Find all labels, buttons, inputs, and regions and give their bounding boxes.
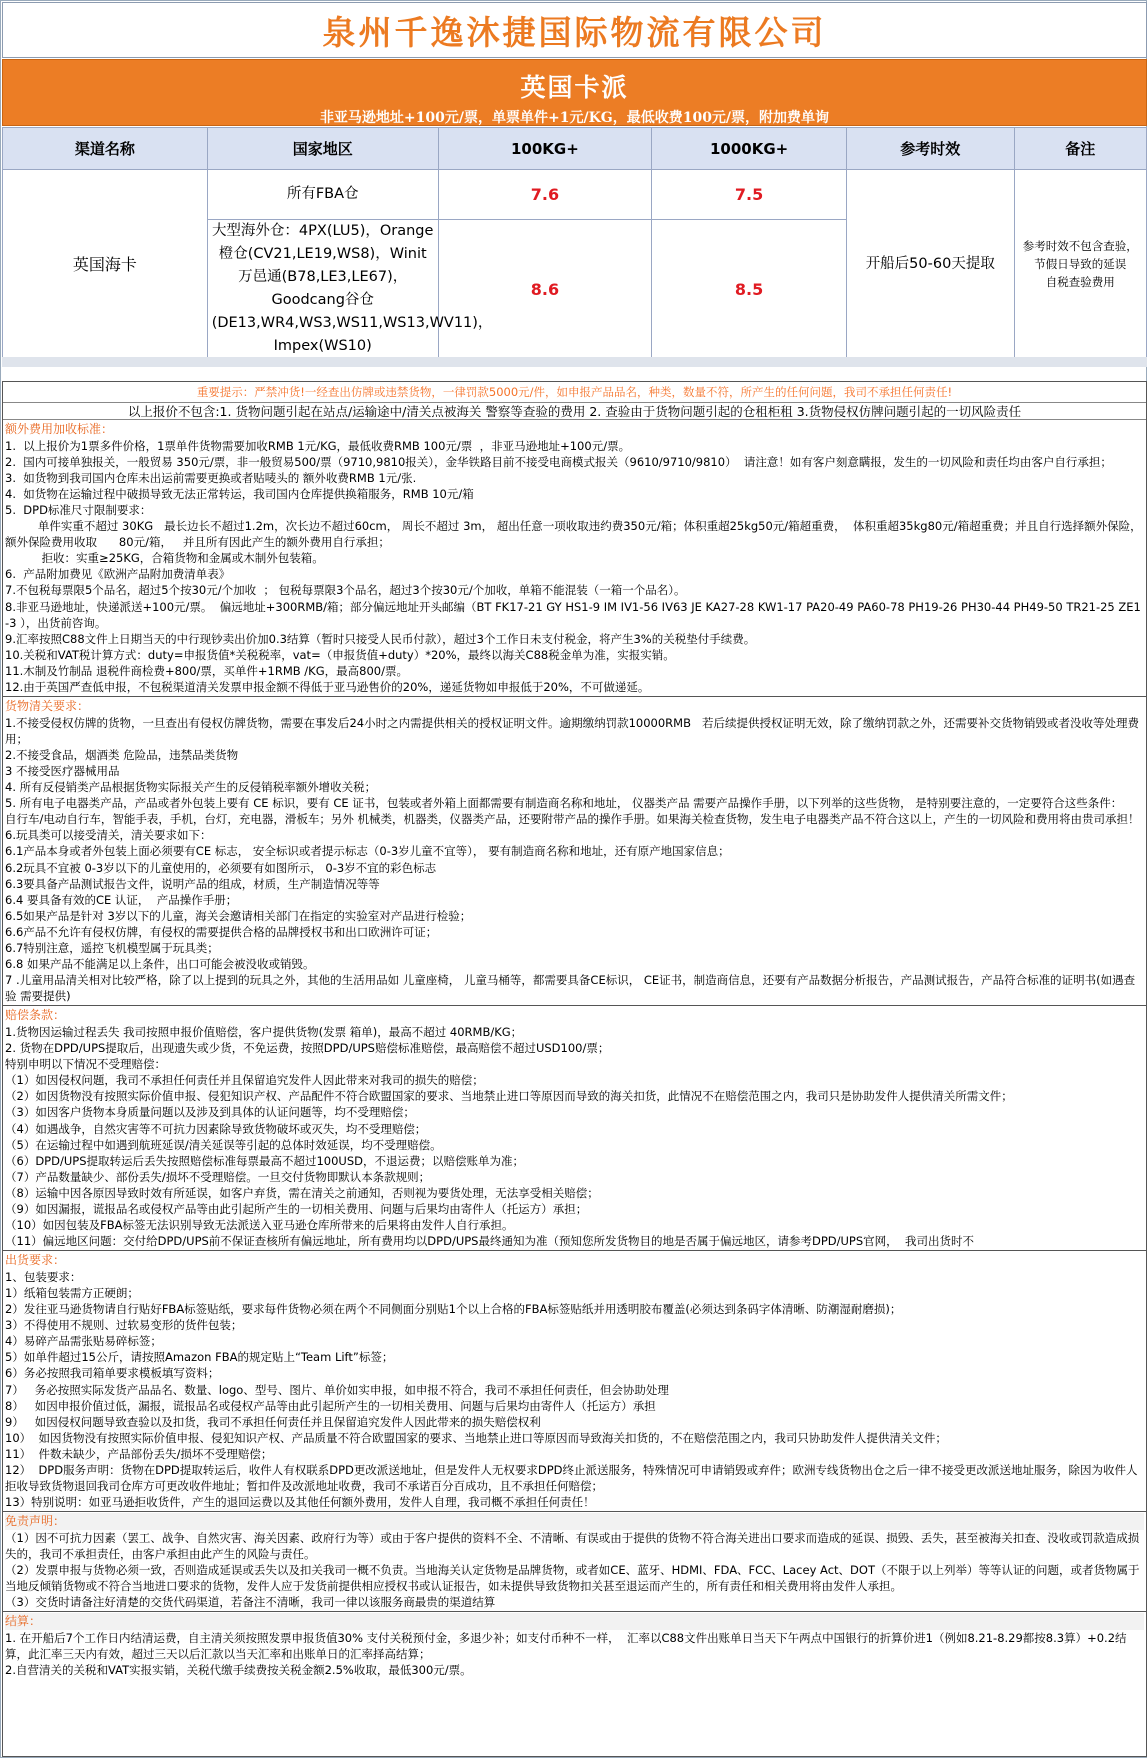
section-title: 出货要求： xyxy=(5,1253,66,1268)
term-line: 2. 货物在DPD/UPS提取后，出现遗失或少货，不免运费，按照DPD/UPS赔偿标准赔偿，最高赔偿不超过USD100/票； xyxy=(5,1041,610,1056)
term-line: 1. 在开船后7个工作日内结清运费，自主清关须按照发票申报货值30% 支付关税预付金，多退少补；如支付币种不一样， 汇率以C88文件出账单日当天下午两点中国银行的折算价进1（例如8.21-8.29都按8.3算）+0.2结算，此汇率三天内有效，超过三天以后汇款以当天汇率和出账单日的汇率择高结算； xyxy=(5,1630,1127,1662)
term-line: 5）如单件超过15公斤，请按照Amazon FBA的规定贴上“Team Lift”标签； xyxy=(5,1350,394,1365)
header-1000kg: 1000KG+ xyxy=(652,128,847,170)
company-name: 泉州千逸沐捷国际物流有限公司 xyxy=(2,2,1147,58)
service-subtitle: 非亚马逊地址+100元/票，单票单件+1元/KG，最低收费100元/票，附加费单询 xyxy=(319,110,830,126)
price-100kg: 8.6 xyxy=(438,220,651,359)
term-line: 2. 国内可接单独报关，一般贸易 350元/票，非一般贸易500/票（9710,9810报关），金华铁路目前不接受电商模式报关（9610/9710/9810） 请注意！如有客户刻意瞒报，发生的一切风险和责任均由客户自行承担； xyxy=(5,454,1112,469)
terms-section xyxy=(3,420,1146,697)
term-line: （4）如遇战争，自然灾害等不可抗力因素除导致货物破坏或灭失，均不受理赔偿； xyxy=(5,1121,427,1136)
term-line: 8.非亚马逊地址，快递派送+100元/票。 偏远地址+300RMB/箱；部分偏远地址开头邮编（BT FK17-21 GY HS1-9 IM IV1-56 IV63 JE KA27-28 KW1-17 PA20-49 PA60-78 PH19-26 PH30-44 PH49-50 TR21-25 ZE1-3 ），出货前咨询。 xyxy=(5,599,1141,630)
term-line: 2.自营清关的关税和VAT实报实销，关税代缴手续费按关税金额2.5%收取，最低300元/票。 xyxy=(5,1663,472,1678)
term-line: 10） 如因货物没有按照实际价值申报、侵犯知识产权、产品质量不符合欧盟国家的要求、当地禁止进口等原因而导致海关扣货的，不在赔偿范围之内，我司只协助发件人提供清关文件； xyxy=(5,1430,947,1445)
term-line: 拒收：实重≥25KG，合箱货物和金属或木制外包装箱。 xyxy=(5,551,324,566)
term-line: （11）偏远地区问题：交付给DPD/UPS前不保证查核所有偏远地址，所有费用均以DPD/UPS最终通知为准（预知您所发货物目的地是否属于偏远地区，请参考DPD/UPS官网， 我司出货时不 xyxy=(5,1234,974,1249)
term-line: 5. DPD标准尺寸限制要求： xyxy=(5,502,152,517)
term-line: （3）交货时请备注好清楚的交货代码渠道，若备注不清晰，我司一律以该服务商最贵的渠道结算 xyxy=(5,1595,496,1610)
header-100kg: 100KG+ xyxy=(438,128,651,170)
term-line: 1、包装要求： xyxy=(5,1269,82,1284)
term-line: （3）如因客户货物本身质量问题以及涉及到具体的认证问题等，均不受理赔偿； xyxy=(5,1105,415,1120)
term-line: （2）如因货物没有按照实际价值申报、侵犯知识产权、产品配件不符合欧盟国家的要求、当地禁止进口等原因而导致的海关扣货，此情况不在赔偿范围之内，我司只是协助发件人提供清关所需文件； xyxy=(5,1089,1013,1104)
channel-name: 英国海卡 xyxy=(3,170,208,359)
term-line: （7）产品数量缺少、部份丢失/损坏不受理赔偿。一旦交付货物即默认本条款规则； xyxy=(5,1169,431,1184)
term-line: 6. 产品附加费见《欧洲产品附加费清单表》 xyxy=(5,567,231,582)
term-line: 自行车/电动自行车，智能手表，手机，台灯，充电器，滑板车；另外 机械类，机器类，仪器类产品，还要附带产品的操作手册。如果海关检查货物，发生电子电器类产品不符合这以上，产生的一切风险和费用将由贵司承担！ xyxy=(5,812,1140,827)
term-line: （6）DPD/UPS提取转运后丢失按照赔偿标准每票最高不超过100USD，不退运费；以赔偿账单为准； xyxy=(5,1153,525,1168)
term-line: 5. 所有电子电器类产品，产品或者外包装上要有 CE 标识，要有 CE 证书，包装或者外箱上面都需要有制造商名称和地址， 仪器类产品 需要产品操作手册，以下列举的这些货物， 是特别要注意的，一定要符合这些条件： xyxy=(5,796,1123,811)
service-title: 英国卡派 xyxy=(520,73,629,102)
section-title: 货物清关要求： xyxy=(5,699,90,714)
term-line: 4）易碎产品需张贴易碎标签； xyxy=(5,1334,162,1349)
terms-section xyxy=(3,1512,1146,1612)
term-line: 特别申明以下情况不受理赔偿： xyxy=(5,1057,166,1072)
term-line: 2.不接受食品，烟酒类 危险品，违禁品类货物 xyxy=(5,747,239,762)
term-line: 7 .儿童用品清关相对比较严格，除了以上提到的玩具之外，其他的生活用品如 儿童座椅， 儿童马桶等，都需要具备CE标识， CE证书，制造商信息，还要有产品数据分析报告，产品测试报告，产品符合标准的证明书(如遇查验 需要提供) xyxy=(5,973,1136,1004)
term-line: 1.货物因运输过程丢失 我司按照申报价值赔偿，客户提供货物(发票 箱单)，最高不超过 40RMB/KG； xyxy=(5,1024,523,1039)
price-exclusions: 以上报价不包含:1. 货物问题引起在站点/运输途中/清关点被海关 警察等查验的费用 2. 查验由于货物问题引起的仓租柜租 3.货物侵权仿牌问题引起的一切风险责任 xyxy=(3,402,1146,420)
table-header-row xyxy=(3,128,1147,170)
header-time: 参考时效 xyxy=(847,128,1014,170)
term-line: 4. 所有反侵销类产品根据货物实际报关产生的反侵销税率额外增收关税； xyxy=(5,780,377,795)
term-line: 6）务必按照我司箱单要求模板填写资料； xyxy=(5,1366,220,1381)
term-line: 6.5如果产品是针对 3岁以下的儿童，海关会邀请相关部门在指定的实验室对产品进行检验； xyxy=(5,908,472,923)
term-line: 6.8 如果产品不能满足以上条件，出口可能会被没收或销毁。 xyxy=(5,957,315,972)
term-line: （2）发票申报与货物必须一致，否则造成延误或丢失以及扣关我司一概不负责。当地海关认定货物是品牌货物，或者如CE、蓝牙、HDMI、FDA、FCC、Lacey Act、DOT（不限于以上列举）等等认证的问题，或者货物属于当地反倾销货物或不符合当地进口要求的货物，发件人应于发货前提供相应授权书或认证报告，如未提供导致货物扣关甚至退运而产生的，所有责任和相关费用将由发件人承担。 xyxy=(5,1563,1140,1594)
term-line: 3. 如货物到我司国内仓库未出运前需要更换或者贴唛头的 额外收费RMB 1元/张. xyxy=(5,470,417,485)
term-line: 6.1产品本身或者外包装上面必须要有CE 标志， 安全标识或者提示标志（0-3岁儿童不宜等）， 要有制造商名称和地址，还有原产地国家信息； xyxy=(5,844,730,859)
section-title: 结算： xyxy=(5,1613,1144,1630)
term-line: 9.汇率按照C88文件上日期当天的中行现钞卖出价加0.3结算（暂时只接受人民币付款），超过3个工作日未支付税金，将产生3%的关税垫付手续费。 xyxy=(5,631,756,646)
header-remark: 备注 xyxy=(1014,128,1147,170)
term-line: （1）因不可抗力因素（罢工、战争、自然灾害、海关因素、政府行为等）或由于客户提供的资料不全、不清晰、有误或由于提供的货物不符合海关进出口要求而造成的延误、损毁、丢失，甚至被海关扣查、没收或罚款造成损失的，我司不承担责任，由客户承担由此产生的风险与责任。 xyxy=(5,1530,1140,1561)
terms-section xyxy=(3,697,1146,1006)
terms-section xyxy=(3,1251,1146,1512)
term-line: 6.3要具备产品测试报告文件，说明产品的组成，材质，生产制造情况等等 xyxy=(5,876,380,891)
term-line: 单件实重不超过 30KG 最长边长不超过1.2m，次长边不超过60cm， 周长不超过 3m， 超出任意一项收取违约费350元/箱；体积重超25kg50元/箱超重费， 体积重超35kg80元/箱超重费；并且自行选择额外保险，额外保险费用收取 80元/箱， 并且所有因此产生的额外费用自行承担； xyxy=(5,519,1142,550)
term-line: 3 不接受医疗器械用品 xyxy=(5,763,120,778)
term-line: （8）运输中因各原因导致时效有所延误，如客户弃货，需在清关之前通知，否则视为要货处理，无法享受相关赔偿； xyxy=(5,1185,599,1200)
term-line: 3）不得使用不规则、过软易变形的货件包装； xyxy=(5,1318,243,1333)
service-banner xyxy=(2,59,1147,126)
term-line: （5）在运输过程中如遇到航班延误/清关延误等引起的总体时效延误，均不受理赔偿。 xyxy=(5,1137,442,1152)
header-channel: 渠道名称 xyxy=(3,128,208,170)
price-table xyxy=(2,127,1147,359)
term-line: 6.玩具类可以接受清关，清关要求如下： xyxy=(5,828,212,843)
terms-section xyxy=(3,1612,1146,1679)
term-line: 8） 如因申报价值过低，漏报，谎报品名或侵权产品等由此引起所产生的一切相关费用、问题与后果均由寄件人（托运方）承担 xyxy=(5,1398,656,1413)
term-line: 6.6产品不允许有侵权仿牌，有侵权的需要提供合格的品牌授权书和出口欧洲许可证； xyxy=(5,924,438,939)
section-title: 额外费用加收标准： xyxy=(5,422,114,436)
terms-sections xyxy=(3,420,1146,1679)
term-line: 10.关税和VAT税计算方式：duty=申报货值*关税税率，vat=（申报货值+duty）*20%，最终以海关C88税金单为准，实报实销。 xyxy=(5,647,675,662)
term-line: 7.不包税每票限5个品名，超过5个按30元/个加收 ； 包税每票限3个品名，超过3个按30元/个加收，单箱不能混装（一箱一个品名）。 xyxy=(5,583,686,598)
term-line: 2）发往亚马逊货物请自行贴好FBA标签贴纸，要求每件货物必须在两个不同侧面分别贴1个以上合格的FBA标签贴纸并用透明胶布覆盖(必须达到条码字体清晰、防潮湿耐磨损)； xyxy=(5,1302,902,1317)
section-divider xyxy=(2,357,1147,367)
term-line: 12） DPD服务声明：货物在DPD提取转运后，收件人有权联系DPD更改派送地址，但是发件人无权要求DPD终止派送服务，特殊情况可申请销毁或弃件；欧洲专线货物出仓之后一律不接受更改派送地址服务，除因为收件人拒收导致货物退回我司仓库方可更改收件地址；暂扣件及改派地址收费，我司不承诺百分百成功，且不承担任何赔偿； xyxy=(5,1463,1138,1494)
terms-panel xyxy=(2,381,1147,1757)
term-line: 11） 件数未缺少，产品部份丢失/损坏不受理赔偿； xyxy=(5,1446,273,1461)
term-line: 13）特别说明：如亚马逊拒收货件，产生的退回运费以及其他任何额外费用，发件人自理，我司概不承担任何责任！ xyxy=(5,1495,595,1510)
term-line: 4. 如货物在运输过程中破损导致无法正常转运，我司国内仓库提供换箱服务，RMB 10元/箱 xyxy=(5,486,474,501)
term-line: 7） 务必按照实际发货产品品名、数量、logo、型号、图片、单价如实申报，如申报不符合，我司不承担任何责任，但会协助处理 xyxy=(5,1382,669,1397)
price-1000kg: 7.5 xyxy=(652,170,847,220)
section-title: 免责声明： xyxy=(5,1513,1144,1530)
term-line: 6.4 要具备有效的CE 认证， 产品操作手册； xyxy=(5,892,238,907)
term-line: （9）如因漏报，谎报品名或侵权产品等由此引起所产生的一切相关费用、问题与后果均由寄件人（托运方）承担； xyxy=(5,1202,588,1216)
term-line: 11.木制及竹制品 退税件商检费+800/票，买单件+1RMB /KG，最高800/票。 xyxy=(5,663,408,678)
term-line: 6.2玩具不宜被 0-3岁以下的儿童使用的，必须要有如图所示， 0-3岁不宜的彩色标志 xyxy=(5,860,437,875)
term-line: （10）如因包装及FBA标签无法识别导致无法派送入亚马逊仓库所带来的后果将由发件人自行承担。 xyxy=(5,1218,514,1233)
warning-notice: 重要提示：严禁冲货!一经查出仿牌或违禁货物，一律罚款5000元/件，如申报产品品名，种类，数量不符，所产生的任何问题，我司不承担任何责任! xyxy=(196,385,953,399)
price-1000kg: 8.5 xyxy=(652,220,847,359)
term-line: （1）如因侵权问题，我司不承担任何责任并且保留追究发件人因此带来对我司的损失的赔偿； xyxy=(5,1073,484,1088)
region-cell: 大型海外仓：4PX(LU5)，Orange橙仓(CV21,LE19,WS8)，Winit万邑通(B78,LE3,LE67)，Goodcang谷仓(DE13,WR4,WS3,WS11,WS13,WV11)，Impex(WS10) xyxy=(207,220,438,359)
transit-time: 开船后50-60天提取 xyxy=(847,170,1014,359)
term-line: 1. 以上报价为1票多件价格，1票单件货物需要加收RMB 1元/KG，最低收费RMB 100元/票 ，非亚马逊地址+100元/票。 xyxy=(5,438,631,453)
table-row xyxy=(3,170,1147,220)
term-line: 9） 如因侵权问题导致查验以及扣货，我司不承担任何责任并且保留追究发件人因此带来的损失赔偿权利 xyxy=(5,1414,541,1429)
term-line: 12.由于英国严查低申报，不包税渠道清关发票申报金额不得低于亚马逊售价的20%，递延货物如申报低于20%，不可做递延。 xyxy=(5,680,650,694)
remark-cell: 参考时效不包含查验，节假日导致的延误 自税查验费用 xyxy=(1014,170,1147,359)
terms-section xyxy=(3,1006,1146,1251)
section-title: 赔偿条款： xyxy=(5,1008,66,1023)
price-100kg: 7.6 xyxy=(438,170,651,220)
region-cell: 所有FBA仓 xyxy=(207,170,438,220)
term-line: 1）纸箱包装需方正硬朗； xyxy=(5,1285,139,1300)
term-line: 1.不接受侵权仿牌的货物，一旦查出有侵权仿牌货物，需要在事发后24小时之内需提供相关的授权证明文件。逾期缴纳罚款10000RMB 若后续提供授权证明无效，除了缴纳罚款之外，还需要补交货物销毁或者没收等处理费用； xyxy=(5,715,1139,746)
header-region: 国家地区 xyxy=(207,128,438,170)
term-line: 6.7特别注意，遥控飞机模型属于玩具类； xyxy=(5,941,219,955)
